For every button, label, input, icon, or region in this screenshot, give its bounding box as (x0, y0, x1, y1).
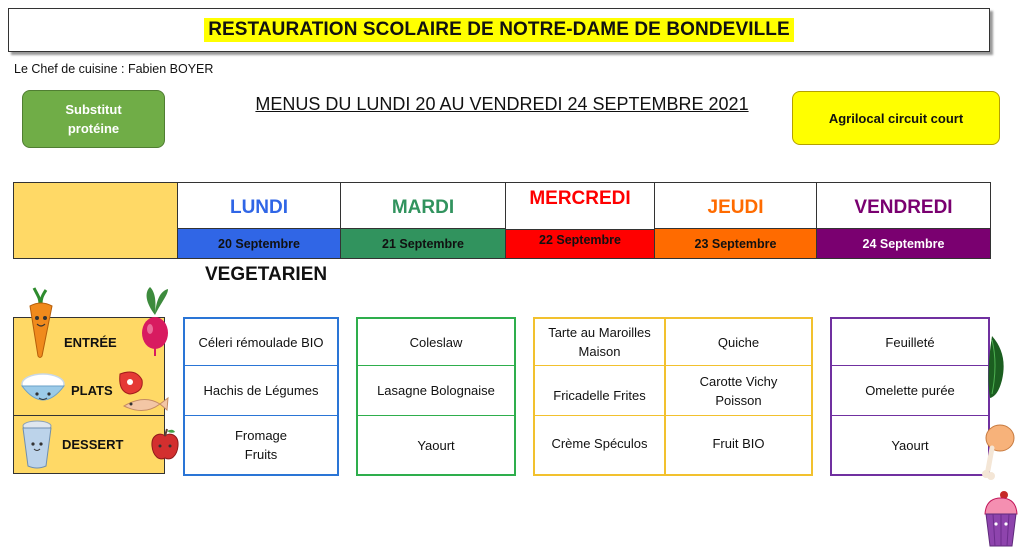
substitut-proteine-legend (22, 90, 165, 148)
menu-lundi-plat: Hachis de Légumes (183, 366, 339, 417)
substitut-label: Substitut protéine (65, 102, 122, 136)
day-name-lundi: LUNDI (229, 197, 289, 218)
row-label-plats: PLATS (13, 366, 165, 416)
day-date-lundi: 20 Septembre (178, 228, 340, 258)
menu-jeudi-plat: Carotte Vichy Poisson (664, 366, 813, 417)
title-box (8, 8, 990, 52)
day-date-mardi: 21 Septembre (341, 228, 505, 258)
day-name-mercredi: MERCREDI (529, 188, 631, 209)
day-header-mardi (341, 182, 506, 259)
menu-mardi-dessert: Yaourt (356, 416, 516, 476)
apple-icon (149, 428, 181, 462)
menu-mercredi-dessert: Crème Spéculos (533, 416, 666, 476)
menu-mardi-plat: Lasagne Bolognaise (356, 366, 516, 417)
rice-bowl-icon (20, 370, 66, 406)
day-name-vendredi: VENDREDI (854, 197, 953, 218)
day-date-vendredi: 24 Septembre (817, 228, 990, 258)
row-label-dessert: DESSERT (13, 416, 165, 474)
agrilocal-label: Agrilocal circuit court (828, 110, 964, 126)
day-date-jeudi: 23 Septembre (655, 228, 816, 258)
day-header-mercredi (506, 182, 655, 259)
meat-fish-icon (114, 368, 170, 420)
menu-vendredi-entree: Feuilleté (830, 317, 990, 367)
carrot-icon (22, 286, 58, 360)
day-name-mardi: MARDI (391, 197, 455, 218)
menu-lundi-dessert: Fromage Fruits (183, 416, 339, 476)
menu-jeudi-entree: Quiche (664, 317, 813, 367)
cupcake-icon (982, 490, 1020, 548)
row-label-entree: ENTRÉE (13, 317, 165, 367)
header-corner-cell (13, 182, 178, 259)
menu-mardi-entree: Coleslaw (356, 317, 516, 367)
day-name-jeudi: JEUDI (707, 197, 764, 218)
leaf-icon (988, 334, 1008, 400)
chef-name: Le Chef de cuisine : Fabien BOYER (14, 62, 214, 76)
vegetarien-label: VEGETARIEN (205, 264, 328, 285)
chicken-leg-icon (980, 422, 1016, 482)
week-title: MENUS DU LUNDI 20 AU VENDREDI 24 SEPTEMBRE 2021 (255, 94, 749, 114)
yogurt-icon (20, 420, 54, 470)
day-header-vendredi (817, 182, 991, 259)
menu-lundi-entree: Céleri rémoulade BIO (183, 317, 339, 367)
menu-vendredi-plat: Omelette purée (830, 366, 990, 417)
menu-mercredi-plat: Fricadelle Frites (533, 366, 666, 417)
day-header-lundi (177, 182, 341, 259)
radish-icon (138, 285, 172, 357)
day-header-jeudi (655, 182, 817, 259)
page-title: RESTAURATION SCOLAIRE DE NOTRE-DAME DE BONDEVILLE (204, 18, 794, 42)
menu-mercredi-entree: Tarte au Maroilles Maison (533, 317, 666, 367)
menu-jeudi-dessert: Fruit BIO (664, 416, 813, 476)
menu-vendredi-dessert: Yaourt (830, 416, 990, 476)
day-date-mercredi: 22 Septembre (506, 229, 654, 258)
agrilocal-legend (792, 91, 1000, 145)
